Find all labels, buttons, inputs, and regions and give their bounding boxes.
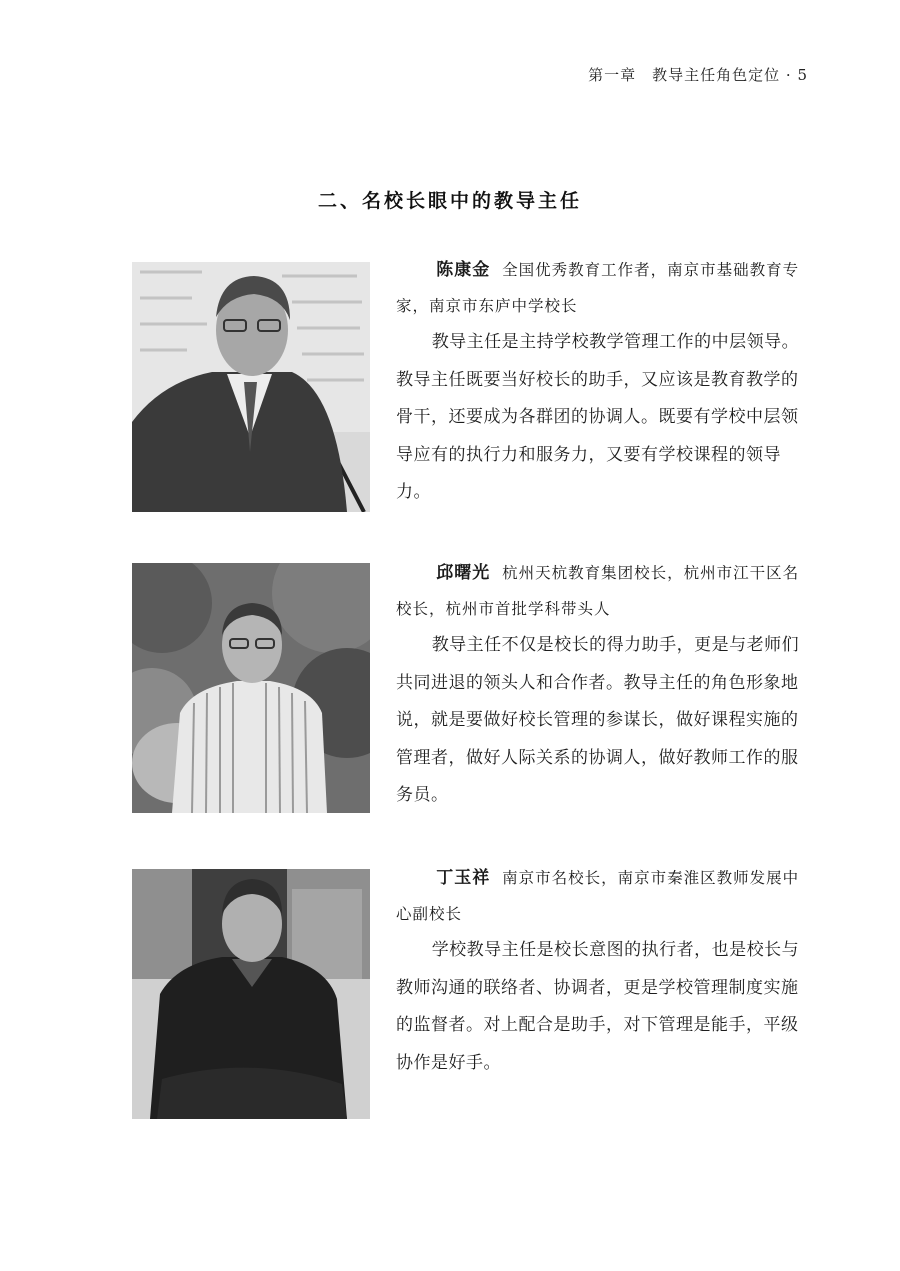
profile-3	[396, 860, 806, 1082]
person-credentials: 南京市名校长，南京市秦淮区教师发展中心副校长	[396, 869, 800, 923]
profile-intro	[396, 555, 806, 627]
profile-intro	[396, 252, 806, 324]
section-title: 二、名校长眼中的教导主任	[317, 190, 582, 212]
person-name: 丁玉祥	[436, 868, 491, 888]
portrait-photo-1	[132, 262, 370, 512]
person-credentials: 杭州天杭教育集团校长，杭州市江干区名校长，杭州市首批学科带头人	[396, 564, 800, 618]
person-name: 陈康金	[436, 260, 491, 280]
person-credentials: 全国优秀教育工作者，南京市基础教育专家，南京市东庐中学校长	[396, 261, 800, 315]
person-quote: 学校教导主任是校长意图的执行者，也是校长与教师沟通的联络者、协调者，更是学校管理制度实施的监督者。对上配合是助手，对下管理是能手，平级协作是好手。	[396, 940, 800, 1073]
portrait-photo-3	[132, 869, 370, 1119]
profile-2	[396, 555, 806, 815]
profile-1	[396, 252, 806, 512]
person-quote: 教导主任是主持学校教学管理工作的中层领导。教导主任既要当好校长的助手，又应该是教育教学的骨干，还要成为各群团的协调人。既要有学校中层领导应有的执行力和服务力，又要有学校课程的领导力。	[396, 332, 800, 502]
running-head: 第一章 教导主任角色定位 · 5	[588, 66, 808, 84]
person-name: 邱曙光	[436, 563, 491, 583]
profile-intro	[396, 860, 806, 932]
portrait-photo-2	[132, 563, 370, 813]
person-quote: 教导主任不仅是校长的得力助手，更是与老师们共同进退的领头人和合作者。教导主任的角色形象地说，就是要做好校长管理的参谋长，做好课程实施的管理者，做好人际关系的协调人，做好教师工作的服务员。	[396, 635, 800, 805]
